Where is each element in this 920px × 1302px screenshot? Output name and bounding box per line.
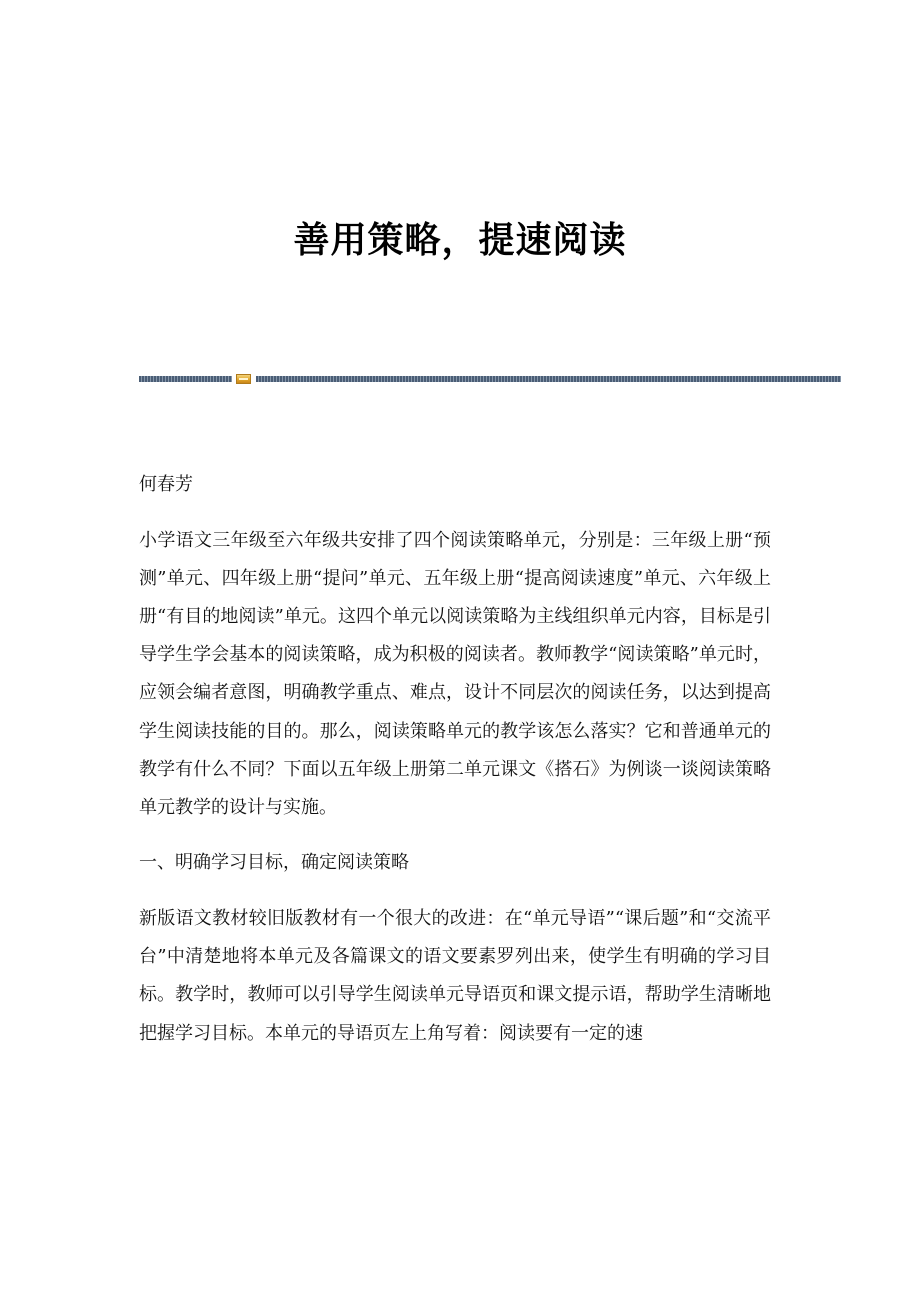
divider-ornament-icon (236, 374, 251, 384)
divider-bar-left (139, 376, 232, 382)
document-body (139, 466, 771, 1070)
section-heading: 一、明确学习目标，确定阅读策略 (139, 852, 409, 874)
paragraph-intro: 小学语文三年级至六年级共安排了四个阅读策略单元，分别是：三年级上册“预测”单元、四年级上册“提问”单元、五年级上册“提高阅读速度”单元、六年级上册“有目的地阅读”单元。这四个单元以阅读策略为主线组织单元内容，目标是引导学生学会基本的阅读策略，成为积极的阅读者。教师教学“阅读策略”单元时，应领会编者意图，明确教学重点、难点，设计不同层次的阅读任务，以达到提高学生阅读技能的目的。那么，阅读策略单元的教学该怎么落实？它和普通单元的教学有什么不同？下面以五年级上册第二单元课文《搭石》为例谈一谈阅读策略单元教学的设计与实施。 (139, 529, 771, 818)
author-name: 何春芳 (139, 474, 193, 495)
document-title: 善用策略，提速阅读 (293, 220, 627, 261)
title-divider (139, 374, 841, 384)
divider-bar-right (256, 376, 841, 382)
paragraph-section-1: 新版语文教材较旧版教材有一个很大的改进：在“单元导语”“课后题”和“交流平台”中清楚地将本单元及各篇课文的语文要素罗列出来，使学生有明确的学习目标。教学时，教师可以引导学生阅读单元导语页和课文提示语，帮助学生清晰地把握学习目标。本单元的导语页左上角写着：阅读要有一定的速 (139, 907, 771, 1044)
